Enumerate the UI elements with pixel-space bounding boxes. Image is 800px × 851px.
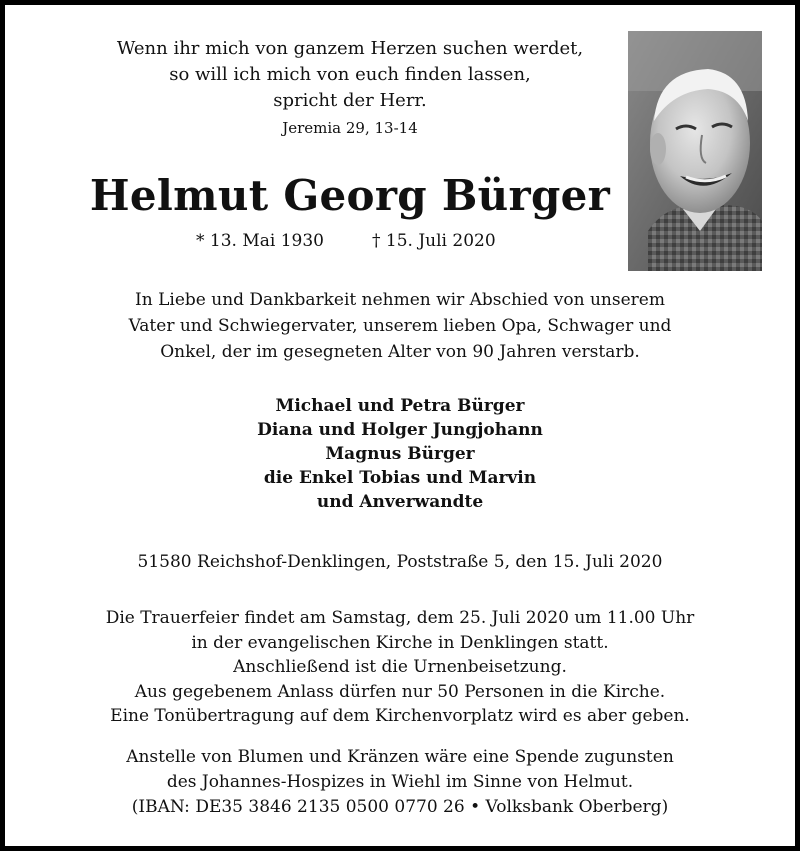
- family-member: Diana und Holger Jungjohann: [257, 420, 543, 440]
- intro-line: Onkel, der im gesegneten Alter von 90 Jahren verstarb.: [160, 342, 640, 362]
- donation-line: (IBAN: DE35 3846 2135 0500 0770 26 • Volksbank Oberberg): [131, 797, 669, 817]
- intro-line: Vater und Schwiegervater, unserem lieben Opa, Schwager und: [128, 316, 672, 336]
- intro-text: [60, 287, 740, 365]
- service-line: Eine Tonübertragung auf dem Kirchenvorplatz wird es aber geben.: [110, 706, 690, 726]
- death-date: † 15. Juli 2020: [372, 231, 496, 251]
- service-line: Aus gegebenem Anlass dürfen nur 50 Personen in die Kirche.: [134, 681, 666, 702]
- service-line: Die Trauerfeier findet am Samstag, dem 25. Juli 2020 um 11.00 Uhr: [105, 608, 695, 628]
- donation-info: [40, 745, 760, 820]
- service-line: Anschließend ist die Urnenbeisetzung.: [233, 657, 567, 677]
- family-member: und Anverwandte: [316, 492, 484, 512]
- funeral-service-info: [40, 606, 760, 729]
- deceased-name: Helmut Georg Bürger: [89, 171, 611, 220]
- life-dates: [196, 230, 516, 254]
- donation-line: des Johannes-Hospizes in Wiehl im Sinne von Helmut.: [166, 772, 634, 792]
- verse-line: spricht der Herr.: [273, 90, 427, 111]
- verse-line: Wenn ihr mich von ganzem Herzen suchen werdet,: [116, 38, 584, 59]
- intro-line: In Liebe und Dankbarkeit nehmen wir Abschied von unserem: [135, 290, 665, 310]
- donation-line: Anstelle von Blumen und Kränzen wäre eine Spende zugunsten: [126, 747, 674, 767]
- verse-line: so will ich mich von euch finden lassen,: [169, 64, 531, 85]
- family-member: die Enkel Tobias und Marvin: [263, 468, 537, 488]
- service-line: in der evangelischen Kirche in Denklingen statt.: [191, 632, 609, 653]
- family-list: [150, 394, 650, 514]
- portrait-photo: [628, 31, 762, 271]
- portrait-image: [628, 31, 762, 271]
- family-member: Michael und Petra Bürger: [275, 396, 525, 416]
- birth-date: * 13. Mai 1930: [196, 231, 324, 251]
- verse-reference: Jeremia 29, 13-14: [282, 119, 418, 137]
- address-line: 51580 Reichshof-Denklingen, Poststraße 5, den 15. Juli 2020: [137, 552, 663, 572]
- family-member: Magnus Bürger: [325, 444, 475, 464]
- bible-verse: [90, 36, 610, 114]
